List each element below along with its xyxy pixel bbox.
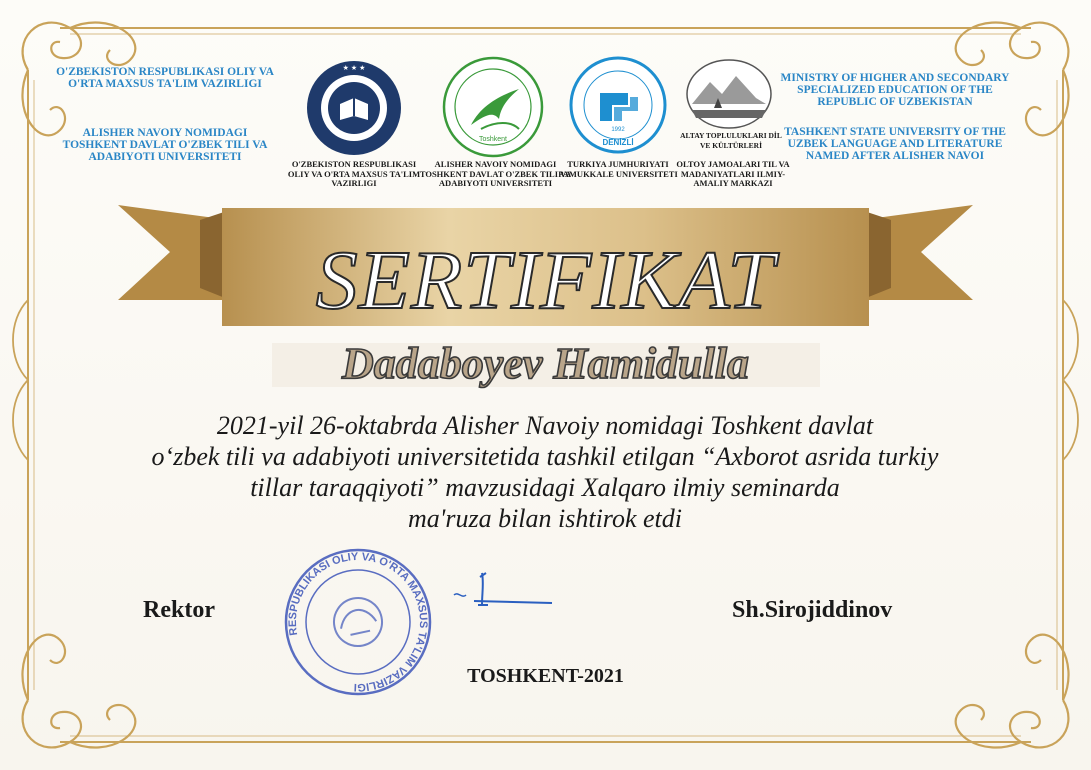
recipient-name: Dadaboyev Hamidulla xyxy=(342,339,749,388)
pamukkale-emblem-icon xyxy=(568,55,668,155)
logo-caption-altay: OLTOY JAMOALARI TIL VA MADANIYATLARI ILMIY-AMALIY MARKAZI xyxy=(676,159,790,188)
corner-flourish-bottom-left xyxy=(22,635,135,748)
certificate-body xyxy=(60,410,1030,534)
right-university-title: TASHKENT STATE UNIVERSITY OF THE UZBEK LANGUAGE AND LITERATURE NAMED AFTER ALISHER NAVOI xyxy=(784,126,1006,162)
left-university-title: ALISHER NAVOIY NOMIDAGI TOSHKENT DAVLAT O'ZBEK TILI VA ADABIYOTI UNIVERSITETI xyxy=(62,127,268,163)
certificate-title: SERTIFIKAT xyxy=(315,234,776,327)
logo-caption-pamukkale: TURKIYA JUMHURIYATI PAMUKKALE UNIVERSITETI xyxy=(558,159,678,179)
left-ministry-title: O'ZBEKISTON RESPUBLIKASI OLIY VA O'RTA MAXSUS TA'LIM VAZIRLIGI xyxy=(56,66,274,90)
svg-text:★ ★ ★: ★ ★ ★ xyxy=(342,65,366,72)
body-line: 2021-yil 26-oktabrda Alisher Navoiy nomidagi Toshkent davlat xyxy=(216,411,874,440)
body-line: tillar taraqqiyoti” mavzusidagi Xalqaro ilmiy seminarda xyxy=(250,473,840,502)
body-line: ma'ruza bilan ishtirok etdi xyxy=(408,504,682,533)
logo-caption-ministry: O'ZBEKISTON RESPUBLIKASI OLIY VA O'RTA MAXSUS TA'LIM VAZIRLIGI xyxy=(287,159,421,188)
book-emblem-icon xyxy=(304,58,404,158)
svg-text:1992: 1992 xyxy=(611,127,625,133)
city-year: TOSHKENT-2021 xyxy=(467,665,624,687)
right-ministry-title: MINISTRY OF HIGHER AND SECONDARY SPECIALIZED EDUCATION OF THE REPUBLIC OF UZBEKISTAN xyxy=(780,72,1010,108)
rector-signature xyxy=(452,565,562,615)
svg-text:Toshkent: Toshkent xyxy=(478,136,508,143)
signatory-name: Sh.Sirojiddinov xyxy=(732,597,893,623)
signatory-role: Rektor xyxy=(143,597,215,623)
svg-text:DENİZLİ: DENİZLİ xyxy=(602,138,634,147)
body-line: o‘zbek tili va adabiyoti universitetida tashkil etilgan “Axborot asrida turkiy xyxy=(151,442,939,471)
landscape-emblem-icon xyxy=(684,58,774,130)
logo-caption-university: ALISHER NAVOIY NOMIDAGI TOSHKENT DAVLAT O'ZBEK TILI VA ADABIYOTI UNIVERSITETI xyxy=(419,159,572,188)
bird-emblem-icon xyxy=(441,55,546,160)
corner-flourish-bottom-right xyxy=(956,635,1069,748)
svg-text:RESPUBLIKASI OLIY VA O'RTA MAX: RESPUBLIKASI OLIY VA O'RTA MAXSUS TA'LIM VAZIRLIGI xyxy=(286,550,430,694)
logo-ring-altay: ALTAY TOPLULUKLARI DİL VE KÜLTÜRLERİ xyxy=(680,131,782,150)
